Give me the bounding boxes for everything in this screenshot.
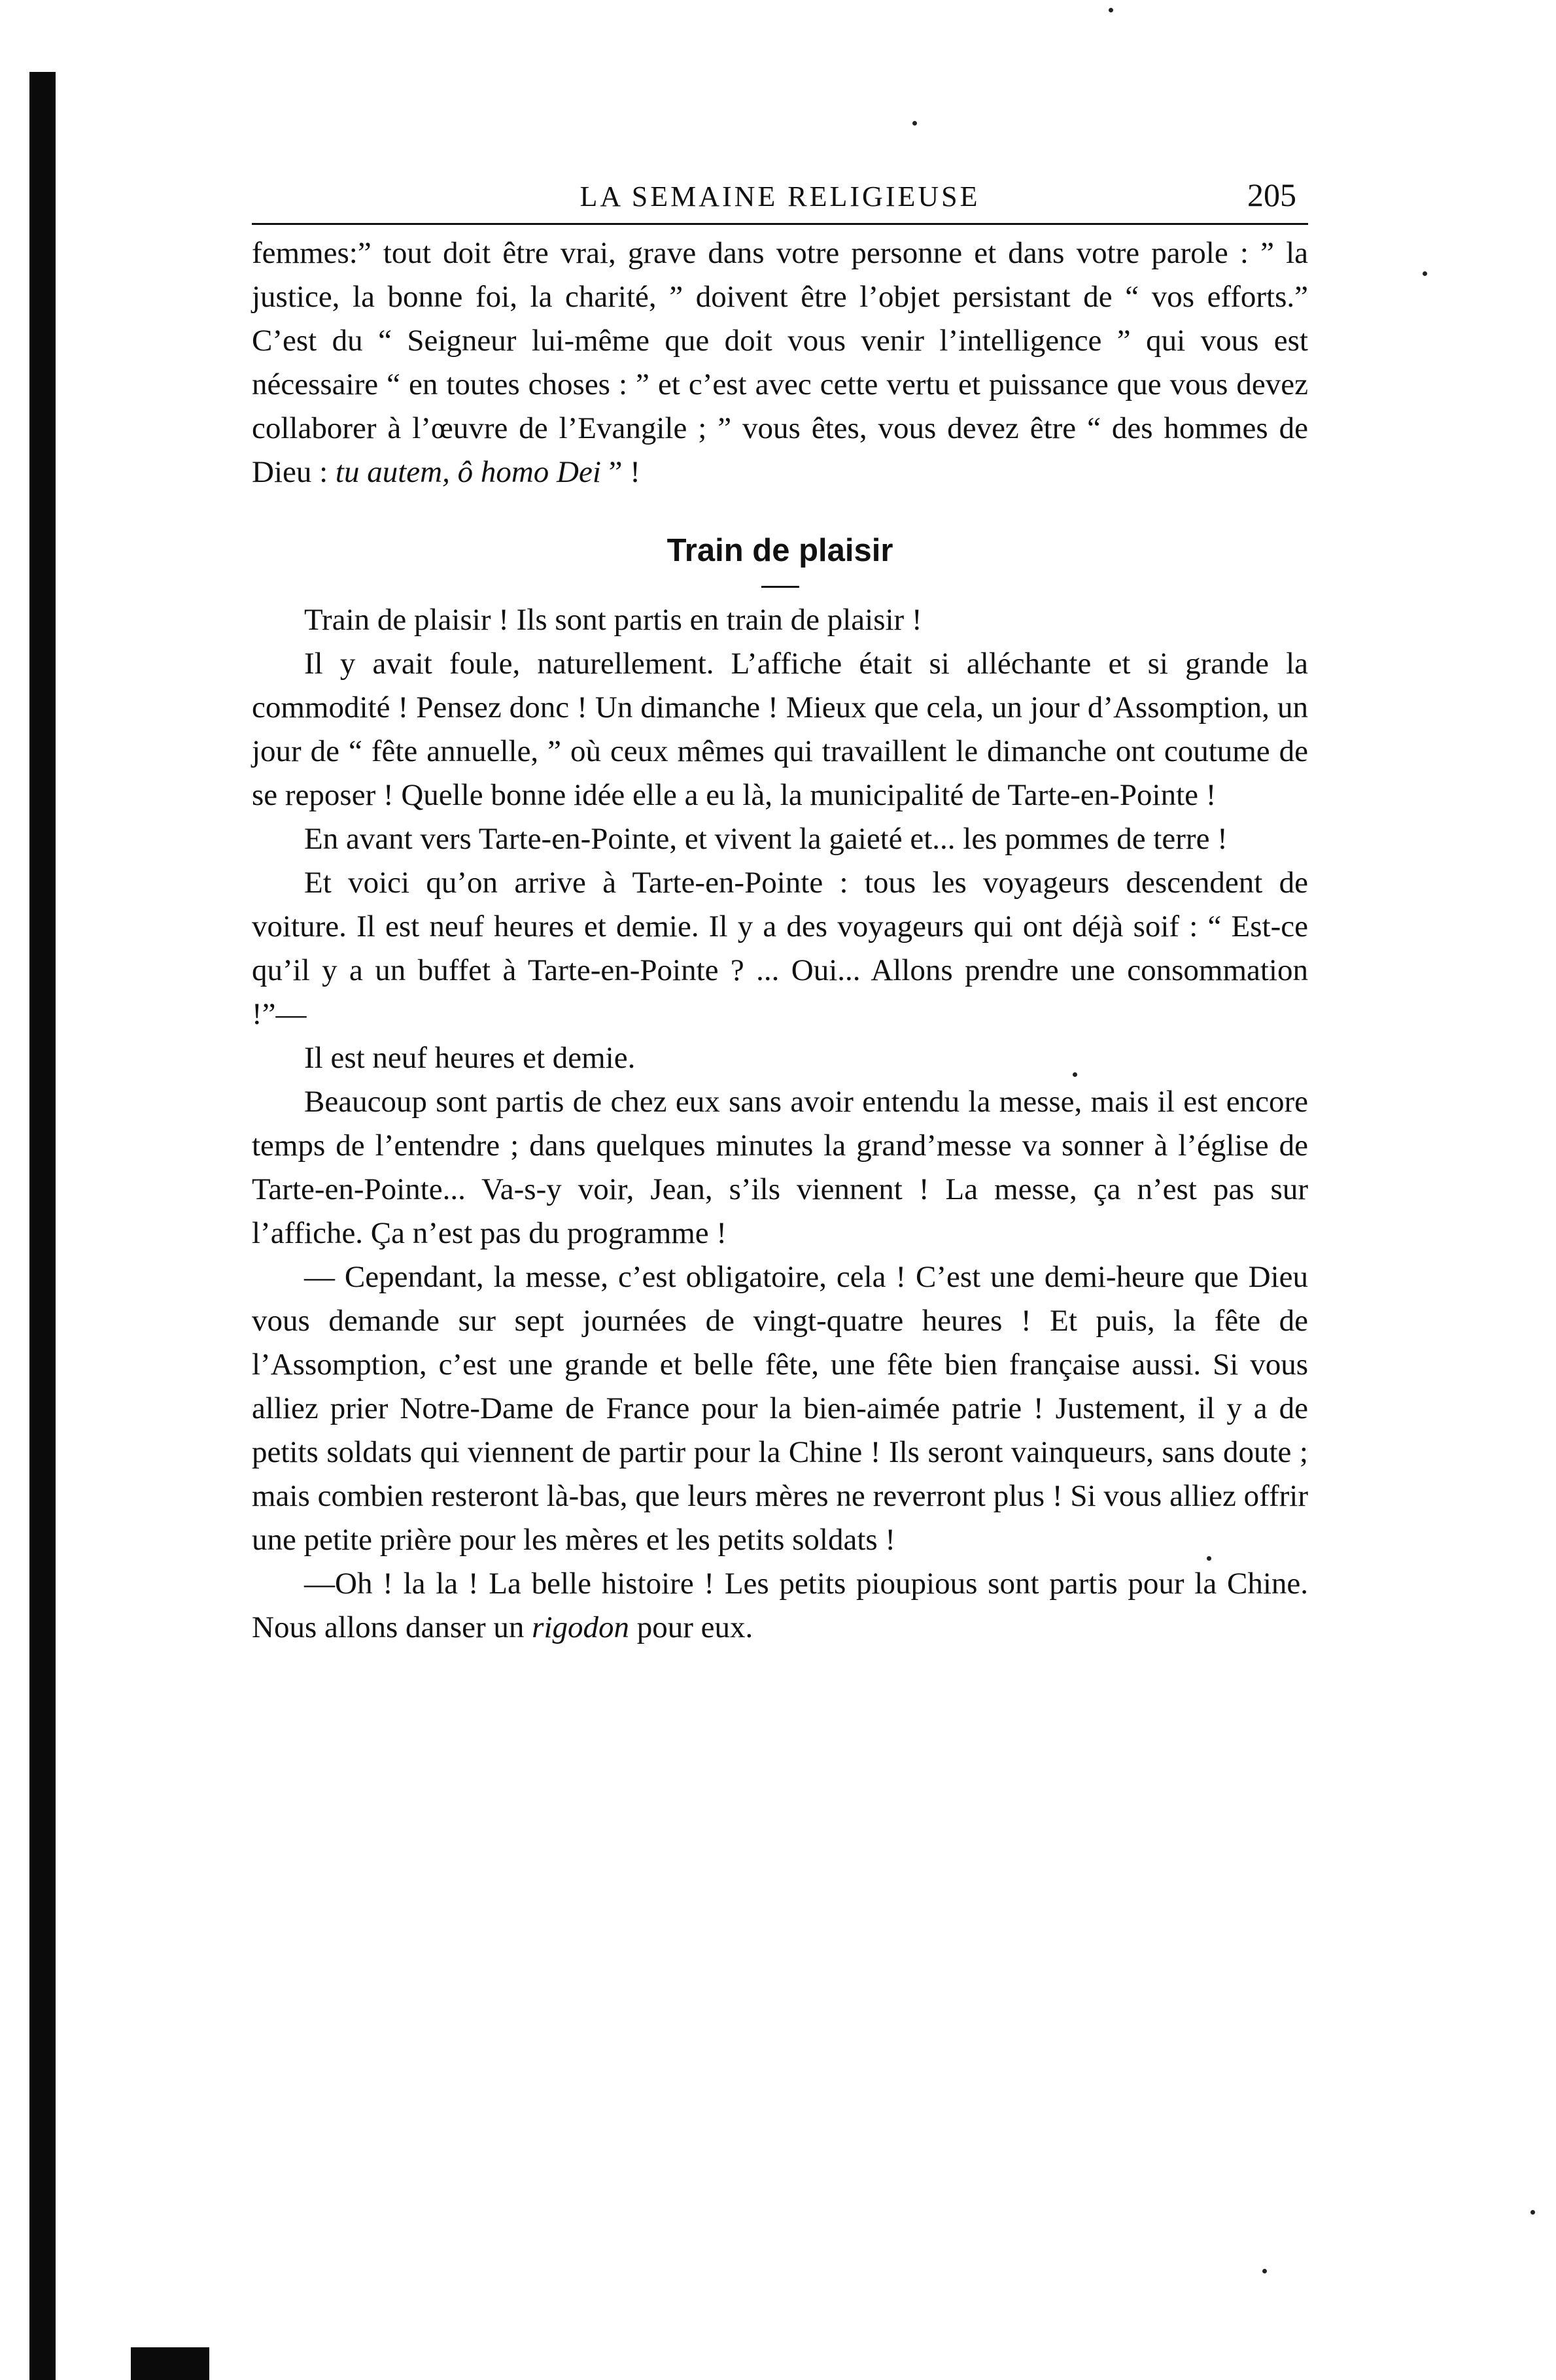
latin-phrase: tu autem, ô homo Dei bbox=[335, 455, 601, 489]
scan-speck bbox=[912, 121, 917, 126]
page-number: 205 bbox=[1247, 177, 1296, 213]
paragraph: Il y avait foule, naturellement. L’affiche était si alléchante et si grande la commodité ! Pensez donc ! Un dimanche ! Mieux que cela, un jour d’Assomption, un jour de “ fête annuelle, ” où ceux mêmes qui travaillent le dimanche ont coutume de se reposer ! Quelle bonne idée elle a eu là, la municipalité de Tarte-en-Pointe ! bbox=[252, 647, 1308, 812]
paragraph: Il est neuf heures et demie. bbox=[304, 1041, 636, 1075]
scan-speck bbox=[1262, 2269, 1267, 2273]
italic-word: rigodon bbox=[532, 1610, 630, 1644]
page-binding-shadow bbox=[29, 72, 56, 2380]
paragraph bbox=[252, 1562, 1308, 1650]
paragraph: Train de plaisir ! Ils sont partis en train de plaisir ! bbox=[304, 603, 922, 637]
page-content bbox=[252, 167, 1308, 1650]
paragraph: — Cependant, la messe, c’est obligatoire, cela ! C’est une demi-heure que Dieu vous demande sur sept journées de vingt-quatre heures ! Et puis, la fête de l’Assomption, c’est une grande et belle fête, une fête bien française aussi. Si vous alliez prier Notre-Dame de France pour la bien-aimée patrie ! Justement, il y a de petits soldats qui viennent de partir pour la Chine ! Ils seront vainqueurs, sans doute ; mais combien resteront là-bas, que leurs mères ne reverront plus ! Si vous alliez offrir une petite prière pour les mères et les petits soldats ! bbox=[252, 1260, 1308, 1557]
title-separator bbox=[761, 586, 799, 588]
paragraph: En avant vers Tarte-en-Pointe, et vivent la gaieté et... les pommes de terre ! bbox=[304, 822, 1228, 856]
body-text bbox=[252, 225, 1308, 1650]
intro-paragraph bbox=[252, 225, 1308, 494]
section-title: Train de plaisir bbox=[666, 533, 893, 568]
running-title: LA SEMAINE RELIGIEUSE bbox=[579, 180, 980, 212]
paragraph-text: pour eux. bbox=[629, 1610, 753, 1644]
page-binding-shadow-tail bbox=[131, 2347, 209, 2380]
scan-speck bbox=[1109, 8, 1113, 12]
scan-speck bbox=[1530, 2210, 1535, 2215]
paragraph: Beaucoup sont partis de chez eux sans avoir entendu la messe, mais il est encore temps de l’entendre ; dans quelques minutes la grand’messe va sonner à l’église de Tarte-en-Pointe... Va-s-y voir, Jean, s’ils viennent ! La messe, ça n’est pas sur l’affiche. Ça n’est pas du programme ! bbox=[252, 1085, 1308, 1250]
paragraph: Et voici qu’on arrive à Tarte-en-Pointe : tous les voyageurs descendent de voiture. Il est neuf heures et demie. Il y a des voyageurs qui ont déjà soif : “ Est-ce qu’il y a un buffet à Tarte-en-Pointe ? ... Oui... Allons prendre une consommation !”— bbox=[252, 866, 1308, 1031]
intro-closing: ” ! bbox=[600, 455, 640, 489]
scan-speck bbox=[1423, 271, 1427, 276]
intro-text: femmes:” tout doit être vrai, grave dans votre personne et dans votre parole : ” la justice, la bonne foi, la charité, ” doivent être l’objet persistant de “ vos efforts.” C’est du “ Seigneur lui-même que doit vous venir l’intelligence ” qui vous est nécessaire “ en toutes choses : ” et c’est avec cette vertu et puissance que vous devez collaborer à l’œuvre de l’Evangile ; ” vous êtes, vous devez être “ des hommes de Dieu : bbox=[252, 236, 1308, 489]
paragraph-text: —Oh ! la la ! La belle histoire ! Les petits pioupious sont partis pour la Chine. Nous allons danser un bbox=[252, 1567, 1308, 1644]
running-head bbox=[252, 167, 1308, 219]
